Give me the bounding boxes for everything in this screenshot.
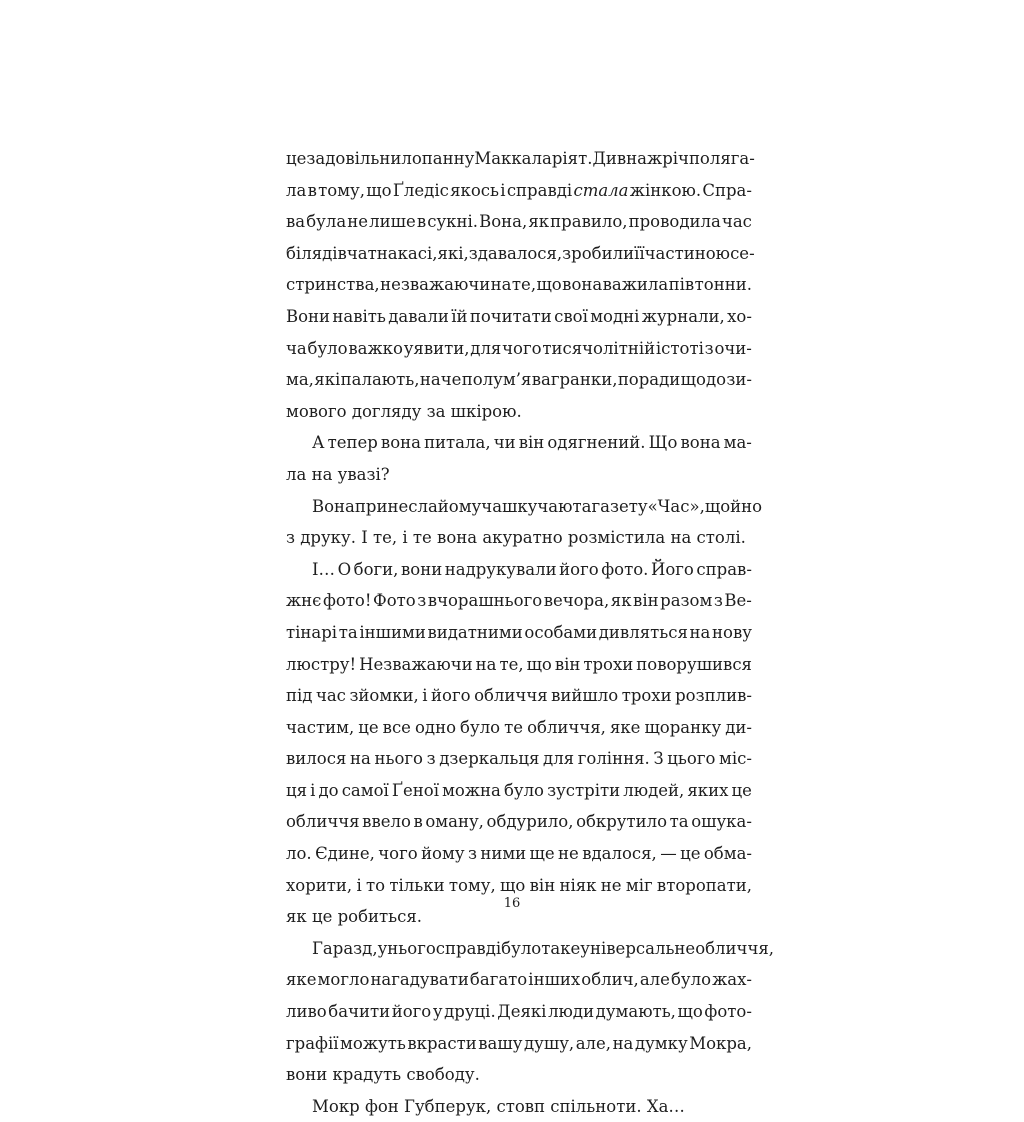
text-line: хорити, і то тільки тому, що він ніяк не міг второпати, bbox=[286, 875, 752, 895]
text-line: графії можуть вкрасти вашу душу, але, на думку Мокра, bbox=[286, 1033, 752, 1053]
text-line: обличчя ввело в оману, обдурило, обкрутило та ошука- bbox=[286, 812, 752, 832]
paragraph bbox=[286, 491, 763, 554]
text-line: ла на увазі? bbox=[286, 464, 390, 484]
text-line: І… О боги, вони надрукували його фото. Його справ- bbox=[312, 559, 752, 579]
text-line: як це робиться. bbox=[286, 907, 423, 927]
text-line: люстру! Незважаючи на те, що він трохи поворушився bbox=[286, 654, 752, 674]
text-line: стринства, незважаючи на те, що вона важила пів тонни. bbox=[286, 275, 752, 295]
text-line: ла в тому, що Ґледіс якось і справді стала жінкою. Спра- bbox=[286, 180, 752, 200]
text-line: вони крадуть свободу. bbox=[286, 1065, 480, 1085]
text-line: це задовільнило панну Маккаларіят. Дивна ж річ поляга- bbox=[286, 149, 755, 168]
text-line: вилося на нього з дзеркальця для гоління. З цього міс- bbox=[286, 749, 752, 769]
text-line: біля дівчат на касі, які, здавалося, зробили її частиною се- bbox=[286, 243, 755, 263]
text-line: мового догляду за шкірою. bbox=[286, 401, 522, 421]
text-line: частим, це все одно було те обличчя, яке щоранку ди- bbox=[286, 717, 752, 737]
text-line: ливо бачити його у друці. Деякі люди думають, що фото- bbox=[286, 1002, 752, 1022]
text-line: тінарі та іншими видатними особами дивляться на нову bbox=[286, 622, 752, 642]
paragraph bbox=[286, 143, 755, 427]
body-text bbox=[286, 143, 775, 1122]
text-line: Мокр фон Губперук, стовп спільноти. Ха… bbox=[312, 1096, 685, 1116]
text-line: ма, які палають, наче полум’я вагранки, поради щодо зи- bbox=[286, 370, 752, 390]
text-line: ця і до самої Ґеної можна було зустріти людей, яких це bbox=[286, 780, 752, 800]
paragraph bbox=[286, 554, 752, 933]
page-number: 16 bbox=[503, 896, 521, 911]
text-line: жнє фото! Фото з вчорашнього вечора, як він разом з Ве- bbox=[286, 591, 752, 611]
paragraph bbox=[286, 933, 775, 1091]
text-line: ло. Єдине, чого йому з ними ще не вдалося, — це обма- bbox=[286, 844, 752, 864]
text-line: Гаразд, у нього справді було таке універсальне обличчя, bbox=[312, 938, 775, 958]
text-line: під час зйомки, і його обличчя вийшло трохи розплив- bbox=[286, 686, 752, 706]
paragraph bbox=[286, 1091, 752, 1122]
text-line: ча було важко уявити, для чого тисячолітній істоті з очи- bbox=[286, 338, 752, 358]
text-line: Вона принесла йому чашку чаю та газету «Час», щойно bbox=[312, 496, 763, 516]
text-line: Вони навіть давали їй почитати свої модні журнали, хо- bbox=[286, 306, 752, 326]
text-line: з друку. І те, і те вона акуратно розмістила на столі. bbox=[286, 528, 746, 548]
text-line: А тепер вона питала, чи він одягнений. Що вона ма- bbox=[312, 433, 752, 453]
text-line: яке могло нагадувати багато інших облич, але було жах- bbox=[286, 970, 752, 990]
text-line: ва була не лише в сукні. Вона, як правило, проводила час bbox=[286, 212, 752, 232]
paragraph bbox=[286, 427, 752, 490]
